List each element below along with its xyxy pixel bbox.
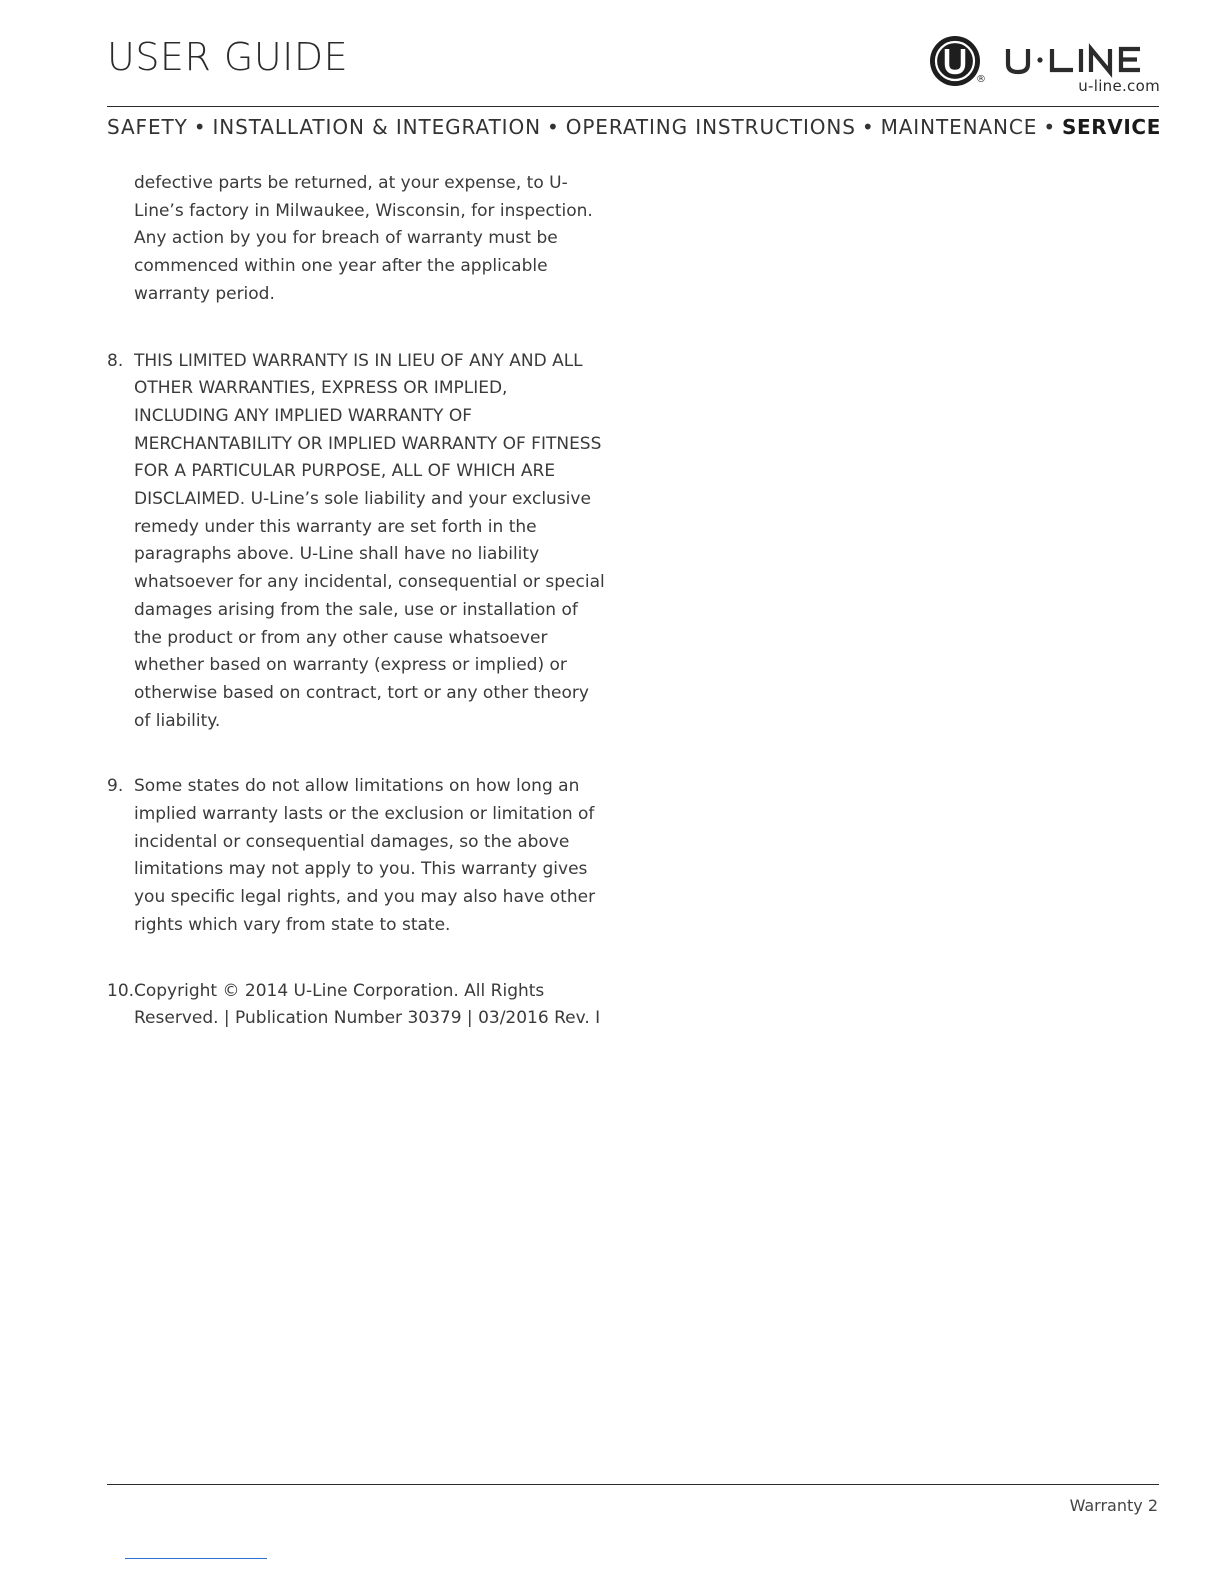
nav-item-installation: INSTALLATION & INTEGRATION: [212, 115, 541, 139]
list-item: [107, 978, 607, 1033]
list-item-number: 8.: [107, 350, 124, 371]
link-underline[interactable]: [125, 1558, 267, 1559]
page-title: USER GUIDE: [107, 35, 349, 79]
registered-mark: ®: [976, 74, 986, 85]
nav-separator: •: [546, 115, 560, 139]
footer-divider: [107, 1484, 1159, 1485]
list-item-text: Some states do not allow limitations on how long an implied warranty lasts or the exclusion or limitation of incidental or consequential damages, so the above limitations may not apply to you. This warranty gives you specific legal rights, and you may also have other rights which vary from state to state.: [134, 776, 596, 935]
brand-url[interactable]: u-line.com: [1078, 77, 1160, 95]
nav-separator: •: [1043, 115, 1057, 139]
nav-item-service: SERVICE: [1062, 115, 1161, 139]
page-footer-label: Warranty 2: [1069, 1496, 1158, 1515]
list-item: [107, 348, 607, 736]
nav-item-safety: SAFETY: [107, 115, 188, 139]
nav-separator: •: [193, 115, 207, 139]
list-item-number: 10.: [107, 980, 135, 1001]
continued-paragraph: [107, 170, 607, 309]
list-item-text: Copyright © 2014 U-Line Corporation. All Rights Reserved. | Publication Number 30379 | 03/2016 Rev. I: [134, 980, 601, 1029]
warranty-text: [107, 170, 607, 1071]
brand-block: [928, 34, 1160, 98]
list-item-number: 9.: [107, 776, 124, 797]
list-item-text: THIS LIMITED WARRANTY IS IN LIEU OF ANY AND ALL OTHER WARRANTIES, EXPRESS OR IMPLIED, INCLUDING ANY IMPLIED WARRANTY OF MERCHANTABILITY OR IMPLIED WARRANTY OF FITNESS FOR A PARTICULAR PURPOSE, ALL OF WHICH ARE DISCLAIMED. U-Line’s sole liability and your exclusive remedy under this warranty are set forth in the paragraphs above. U-Line shall have no liability whatsoever for any incidental, consequential or special damages arising from the sale, use or installation of the product or from any other cause whatsoever whether based on warranty (express or implied) or otherwise based on contract, tort or any other theory of liability.: [134, 350, 605, 731]
list-item: [107, 773, 607, 939]
section-breadcrumb: [107, 113, 1159, 141]
paragraph-text: defective parts be returned, at your expense, to U-Line’s factory in Milwaukee, Wisconsin, for inspection. Any action by you for breach of warranty must be commenced within one year after the applicable warranty period.: [134, 173, 593, 304]
nav-separator: •: [861, 115, 875, 139]
header-divider: [107, 106, 1159, 107]
nav-item-maintenance: MAINTENANCE: [880, 115, 1038, 139]
nav-item-operating: OPERATING INSTRUCTIONS: [565, 115, 856, 139]
